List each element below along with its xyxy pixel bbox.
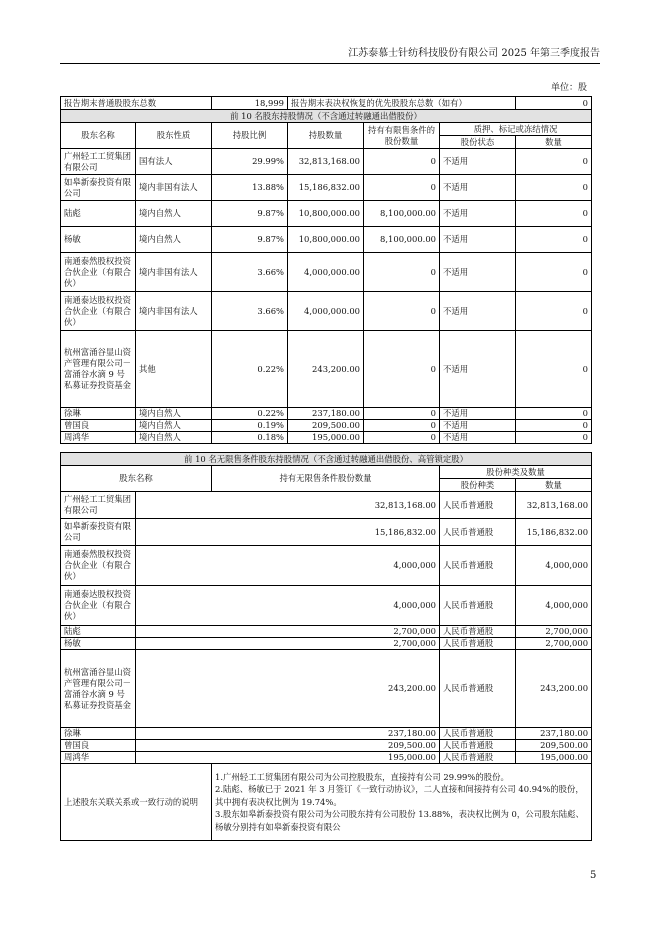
- share-kind: 人民币普通股: [440, 492, 516, 519]
- holding-ratio: 9.87%: [212, 201, 288, 227]
- pledge-status: 不适用: [440, 253, 516, 292]
- shareholder-nature: 境内非国有法人: [136, 253, 212, 292]
- restricted-qty: 0: [364, 253, 440, 292]
- unit-label: 单位：股: [550, 83, 587, 93]
- table-row: [61, 586, 592, 626]
- pledge-amount: 0: [516, 408, 592, 420]
- table-row: [61, 752, 592, 764]
- shareholder-name: 如皋新泰投资有限公司: [61, 175, 136, 201]
- share-amount: 2,700,000: [516, 638, 592, 650]
- col-header-kind-group: 股份种类及数量: [440, 466, 592, 479]
- table-row: [61, 626, 592, 638]
- shareholder-nature: 境内非国有法人: [136, 175, 212, 201]
- holding-qty: 10,800,000.00: [288, 227, 364, 253]
- shareholder-name: 陆彪: [61, 201, 136, 227]
- shareholder-name: 周鸿华: [61, 752, 136, 764]
- pledge-amount: 0: [516, 175, 592, 201]
- holding-qty: 195,000.00: [288, 432, 364, 444]
- share-amount: 243,200.00: [516, 650, 592, 728]
- pledge-status: 不适用: [440, 432, 516, 444]
- shareholder-name: 南通泰然股权投资合伙企业（有限合伙）: [61, 253, 136, 292]
- table-row: [61, 650, 592, 728]
- pledge-status: 不适用: [440, 149, 516, 175]
- shareholder-name: 杨敏: [61, 638, 136, 650]
- relation-row: [61, 764, 592, 841]
- share-kind: 人民币普通股: [440, 740, 516, 752]
- share-kind: 人民币普通股: [440, 519, 516, 546]
- shareholder-name: 徐琳: [61, 728, 136, 740]
- pledge-amount: 0: [516, 253, 592, 292]
- page-number: 5: [590, 870, 597, 881]
- restricted-qty: 0: [364, 149, 440, 175]
- report-header: 江苏泰慕士针纺科技股份有限公司 2025 年第三季度报告: [60, 44, 600, 64]
- table-row: [61, 432, 592, 444]
- holding-ratio: 0.18%: [212, 432, 288, 444]
- share-amount: 209,500.00: [516, 740, 592, 752]
- pledge-status: 不适用: [440, 201, 516, 227]
- shareholder-name: 曾国良: [61, 740, 136, 752]
- table-row: [61, 519, 592, 546]
- pledge-status: 不适用: [440, 331, 516, 408]
- pledge-amount: 0: [516, 201, 592, 227]
- table-row: [61, 175, 592, 201]
- table-row: [61, 227, 592, 253]
- shareholder-name: 南通泰达股权投资合伙企业（有限合伙）: [61, 586, 136, 626]
- relation-label: 上述股东关联关系或一致行动的说明: [61, 764, 212, 841]
- shareholder-name: 徐琳: [61, 408, 136, 420]
- restricted-qty: 0: [364, 432, 440, 444]
- holding-qty: 243,200.00: [288, 331, 364, 408]
- table-row: [61, 253, 592, 292]
- summary-value-1: 18,999: [212, 97, 288, 110]
- pledge-amount: 0: [516, 292, 592, 331]
- pledge-amount: 0: [516, 149, 592, 175]
- unrestricted-qty: 237,180.00: [136, 728, 440, 740]
- relation-note-1: 1.广州轻工工贸集团有限公司为公司控股股东，直接持有公司 29.99%的股份。: [215, 771, 509, 782]
- pledge-amount: 0: [516, 331, 592, 408]
- pledge-status: 不适用: [440, 292, 516, 331]
- summary-value-2: 0: [516, 97, 592, 110]
- holding-qty: 10,800,000.00: [288, 201, 364, 227]
- holding-ratio: 0.22%: [212, 408, 288, 420]
- share-kind: 人民币普通股: [440, 650, 516, 728]
- table-row: [61, 638, 592, 650]
- holding-ratio: 0.22%: [212, 331, 288, 408]
- table-row: [61, 201, 592, 227]
- summary-label-2: 报告期末表决权恢复的优先股股东总数（如有）: [288, 97, 516, 110]
- shareholder-name: 南通泰达股权投资合伙企业（有限合伙）: [61, 292, 136, 331]
- unrestricted-qty: 195,000.00: [136, 752, 440, 764]
- table-row: [61, 149, 592, 175]
- share-kind: 人民币普通股: [440, 546, 516, 586]
- col-header-amount: 数量: [516, 136, 592, 149]
- unrestricted-qty: 2,700,000: [136, 626, 440, 638]
- col-header-pledge: 质押、标记或冻结情况: [440, 123, 592, 136]
- shareholder-nature: 境内自然人: [136, 201, 212, 227]
- holding-qty: 237,180.00: [288, 408, 364, 420]
- shareholder-name: 陆彪: [61, 626, 136, 638]
- pledge-amount: 0: [516, 227, 592, 253]
- shareholder-name: 曾国良: [61, 420, 136, 432]
- pledge-amount: 0: [516, 432, 592, 444]
- share-amount: 4,000,000: [516, 586, 592, 626]
- shareholder-name: 广州轻工工贸集团有限公司: [61, 149, 136, 175]
- restricted-qty: 0: [364, 420, 440, 432]
- share-amount: 2,700,000: [516, 626, 592, 638]
- share-kind: 人民币普通股: [440, 728, 516, 740]
- section-title-unrestricted: 前 10 名无限售条件股东持股情况（不含通过转融通出借股份、高管锁定股）: [61, 453, 592, 466]
- holding-ratio: 3.66%: [212, 292, 288, 331]
- table-row: [61, 292, 592, 331]
- shareholder-name: 南通泰然股权投资合伙企业（有限合伙）: [61, 546, 136, 586]
- shareholder-nature: 境内自然人: [136, 432, 212, 444]
- restricted-qty: 8,100,000.00: [364, 227, 440, 253]
- relation-note-2: 2.陆彪、杨敏已于 2021 年 3 月签订《一致行动协议》，二人直接和间接持有公司 40.94%的股份，其中拥有表决权比例为 19.74%。: [215, 784, 584, 807]
- pledge-status: 不适用: [440, 408, 516, 420]
- shareholder-name: 广州轻工工贸集团有限公司: [61, 492, 136, 519]
- share-amount: 237,180.00: [516, 728, 592, 740]
- share-amount: 195,000.00: [516, 752, 592, 764]
- holding-ratio: 13.88%: [212, 175, 288, 201]
- share-kind: 人民币普通股: [440, 626, 516, 638]
- unrestricted-qty: 32,813,168.00: [136, 492, 440, 519]
- share-amount: 4,000,000: [516, 546, 592, 586]
- share-kind: 人民币普通股: [440, 586, 516, 626]
- table-row: [61, 420, 592, 432]
- shareholder-name: 杭州富涌谷显山资产管理有限公司－富涌谷水滴 9 号私募证券投资基金: [61, 331, 136, 408]
- unrestricted-qty: 243,200.00: [136, 650, 440, 728]
- table-row: [61, 728, 592, 740]
- unrestricted-qty: 2,700,000: [136, 638, 440, 650]
- shareholder-nature: 境内自然人: [136, 227, 212, 253]
- pledge-status: 不适用: [440, 420, 516, 432]
- summary-label-1: 报告期末普通股股东总数: [61, 97, 212, 110]
- shareholder-name: 杭州富涌谷显山资产管理有限公司－富涌谷水滴 9 号私募证券投资基金: [61, 650, 136, 728]
- holding-qty: 209,500.00: [288, 420, 364, 432]
- table-row: [61, 408, 592, 420]
- table-row: [61, 740, 592, 752]
- col-header-unrestricted-qty: 持有无限售条件股份数量: [212, 466, 440, 492]
- col-header-restricted: 持有有限售条件的股份数量: [364, 123, 440, 149]
- pledge-status: 不适用: [440, 227, 516, 253]
- restricted-qty: 8,100,000.00: [364, 201, 440, 227]
- relation-note-3: 3.股东如皋新泰投资有限公司为公司股东持有公司股份 13.88%，表决权比例为 0，公司股东陆彪、杨敏分别持有如皋新泰投资有限公: [215, 809, 584, 832]
- col-header-name: 股东名称: [61, 123, 136, 149]
- col-header-ratio: 持股比例: [212, 123, 288, 149]
- unrestricted-qty: 209,500.00: [136, 740, 440, 752]
- share-amount: 32,813,168.00: [516, 492, 592, 519]
- holding-ratio: 3.66%: [212, 253, 288, 292]
- top10-shareholders-table: [60, 96, 592, 444]
- holding-qty: 32,813,168.00: [288, 149, 364, 175]
- shareholder-name: 周鸿华: [61, 432, 136, 444]
- restricted-qty: 0: [364, 331, 440, 408]
- section-title-top10: 前 10 名股东持股情况（不含通过转融通出借股份）: [61, 110, 592, 123]
- holding-ratio: 0.19%: [212, 420, 288, 432]
- col-header-qty: 持股数量: [288, 123, 364, 149]
- shareholder-nature: 境内自然人: [136, 408, 212, 420]
- pledge-status: 不适用: [440, 175, 516, 201]
- holding-ratio: 9.87%: [212, 227, 288, 253]
- relation-notes: [212, 764, 592, 841]
- holding-qty: 4,000,000.00: [288, 292, 364, 331]
- col-header-amount: 数量: [516, 479, 592, 492]
- table-row: [61, 492, 592, 519]
- unrestricted-qty: 15,186,832.00: [136, 519, 440, 546]
- holding-qty: 15,186,832.00: [288, 175, 364, 201]
- share-kind: 人民币普通股: [440, 752, 516, 764]
- col-header-name: 股东名称: [61, 466, 212, 492]
- shareholder-nature: 国有法人: [136, 149, 212, 175]
- top10-unrestricted-table: [60, 452, 592, 841]
- share-amount: 15,186,832.00: [516, 519, 592, 546]
- shareholder-name: 如皋新泰投资有限公司: [61, 519, 136, 546]
- col-header-nature: 股东性质: [136, 123, 212, 149]
- pledge-amount: 0: [516, 420, 592, 432]
- table-row: [61, 331, 592, 408]
- holding-qty: 4,000,000.00: [288, 253, 364, 292]
- summary-row: [61, 97, 592, 110]
- unrestricted-qty: 4,000,000: [136, 546, 440, 586]
- col-header-kind: 股份种类: [440, 479, 516, 492]
- shareholder-name: 杨敏: [61, 227, 136, 253]
- unrestricted-qty: 4,000,000: [136, 586, 440, 626]
- table-row: [61, 546, 592, 586]
- shareholder-nature: 其他: [136, 331, 212, 408]
- holding-ratio: 29.99%: [212, 149, 288, 175]
- share-kind: 人民币普通股: [440, 638, 516, 650]
- restricted-qty: 0: [364, 408, 440, 420]
- restricted-qty: 0: [364, 175, 440, 201]
- col-header-status: 股份状态: [440, 136, 516, 149]
- restricted-qty: 0: [364, 292, 440, 331]
- shareholder-nature: 境内自然人: [136, 420, 212, 432]
- shareholder-nature: 境内非国有法人: [136, 292, 212, 331]
